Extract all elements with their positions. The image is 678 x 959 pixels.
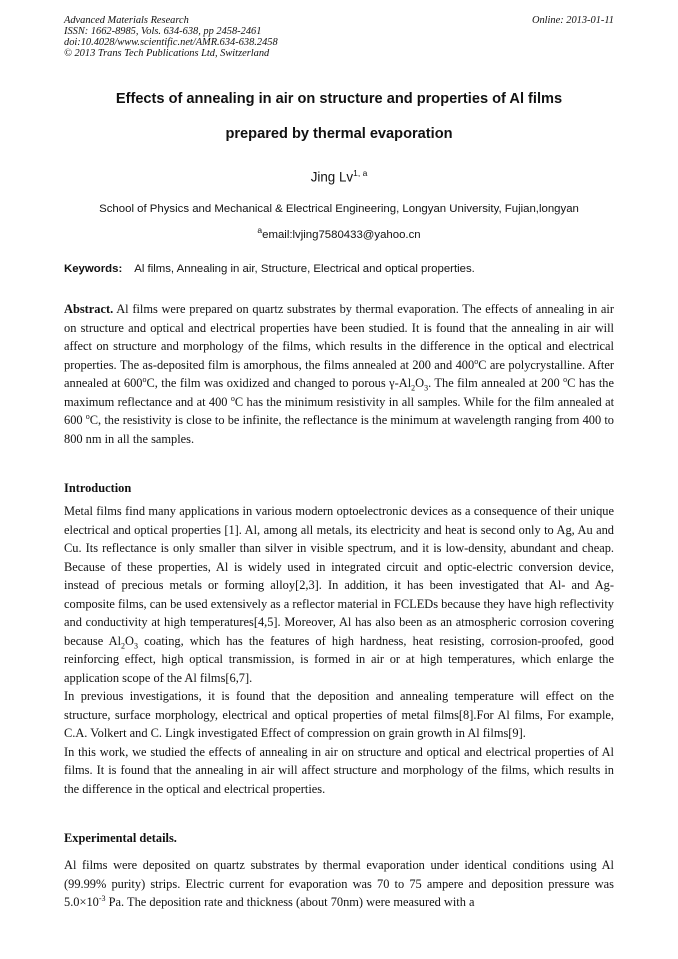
intro-paragraph-2: In previous investigations, it is found that the deposition and annealing temperature will effect on the structure, surface morphology, electrical and optical properties of metal films[8].For Al films, For example, C.A. Volkert and C. Lingk investigated Effect of compression on grain growth in Al films[9]. <box>64 689 614 740</box>
email-mark: a <box>257 225 263 235</box>
doi-line: doi:10.4028/www.scientific.net/AMR.634-638.2458 <box>64 37 278 48</box>
author-affiliation-mark: 1, a <box>353 168 368 178</box>
abstract-label: Abstract. <box>64 302 114 316</box>
keywords-text: Al films, Annealing in air, Structure, Electrical and optical properties. <box>134 263 475 275</box>
experimental-heading: Experimental details. <box>64 831 177 845</box>
keywords-label: Keywords: <box>64 263 123 275</box>
affiliation: School of Physics and Mechanical & Electrical Engineering, Longyan University, Fujian,longyan <box>99 203 579 215</box>
intro-paragraph-1: Metal films find many applications in various modern optoelectronic devices as a consequence of their unique electrical and optical properties [1]. Al, among all metals, its electricity and heat is second only to Ag, Au and Cu. Its reflectance is only smaller than silver in visible spectrum, and it is low-density, abundant and cheap. Because of these properties, Al is widely used in integrated circuit and optic-electric conversion device, instead of precious metals or forming alloy[2,3]. In addition, it has been investigated that Al- and Ag- composite films, can be used extensively as a reflector material in FCLEDs because they have high reflectivity and conductivity at high temperatures[4,5]. Moreover, Al has also been as an atmospheric corrosion covering because $Al_2O_3$ coating, which has the features of high hardness, heat resisting, corrosion-proofed, good reinforcing effect, high optical transmission, is formed in air or at high temperatures, which enlarge the application scope of the Al films[6,7]. <box>64 504 615 685</box>
keywords <box>64 263 475 275</box>
email-text: email:lvjing7580433@yahoo.cn <box>262 228 421 241</box>
abstract: Abstract. Al films were prepared on quartz substrates by thermal evaporation. The effects of annealing in air on structure and optical and electrical properties have been studied. It is found that the annealing in air will affect on structure and morphology of the films, which results in the difference in the optical and electrical properties. The as-deposited film is amorphous, the films annealed at 200 and 400$^o$C are polycrystalline. After annealed at 600$^o$C, the film was oxidized and changed to porous $\gamma-Al_2O_3$. The film annealed at 200 $^o$C has the maximum reflectance and at 400 $^o$C has the minimum resistivity in all samples. While for the film annealed at 600 $^o$C, the resistivity is close to be infinite, the reflectance is the minimum at wavelength ranging from 400 to 800 nm in all the samples. <box>64 302 615 446</box>
author-name: Jing Lv <box>310 169 354 185</box>
paper-title-line2: prepared by thermal evaporation <box>225 126 453 142</box>
introduction-heading: Introduction <box>64 481 132 495</box>
author <box>0 168 678 184</box>
issn-line: ISSN: 1662-8985, Vols. 634-638, pp 2458-2461 <box>64 26 262 37</box>
intro-paragraph-3: In this work, we studied the effects of annealing in air on structure and optical and electrical properties of Al films. It is found that the annealing in air will affect structure and morphology of the films, which results in the difference in the optical and electrical properties. <box>64 744 614 796</box>
copyright-line: © 2013 Trans Tech Publications Ltd, Switzerland <box>64 48 270 59</box>
author-email <box>0 225 678 241</box>
journal-header-info <box>64 15 278 59</box>
journal-name: Advanced Materials Research <box>64 15 189 26</box>
experimental-body: Al films were deposited on quartz substrates by thermal evaporation under identical conditions using Al (99.99% purity) strips. Electric current for evaporation was 70 to 75 ampere and deposition pressure was $5.0\times 10^{-3}$ Pa. The deposition rate and thickness (about 70nm) were measured with a <box>64 858 614 909</box>
online-date: Online: 2013-01-11 <box>531 15 614 26</box>
introduction-body <box>64 502 614 798</box>
paper-title-line1: Effects of annealing in air on structure and properties of Al films <box>115 91 563 107</box>
